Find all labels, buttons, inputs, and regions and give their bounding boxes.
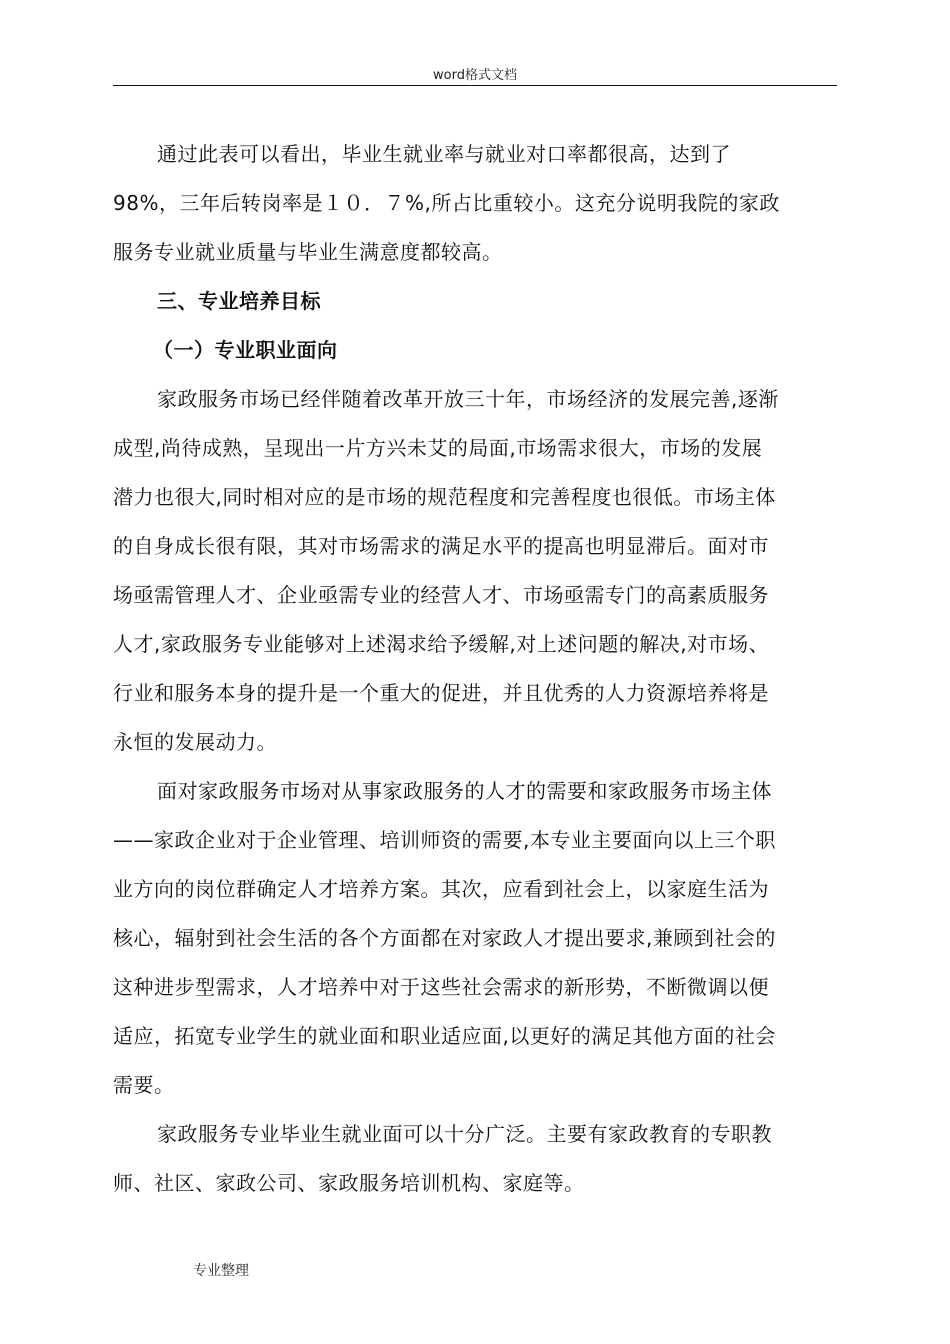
paragraph-line: 98%，三年后转岗率是１０．７%,所占比重较小。这充分说明我院的家政 bbox=[113, 191, 780, 215]
paragraph-line: 家政服务专业毕业生就业面可以十分广泛。主要有家政教育的专职教 bbox=[157, 1122, 772, 1146]
paragraph-line: 人才,家政服务专业能够对上述渴求给予缓解,对上述问题的解决,对市场、 bbox=[113, 632, 770, 656]
paragraph-line: 家政服务市场已经伴随着改革开放三十年，市场经济的发展完善,逐渐 bbox=[157, 387, 779, 411]
paragraph-line: 业方向的岗位群确定人才培养方案。其次，应看到社会上，以家庭生活为 bbox=[113, 877, 769, 901]
document-body bbox=[113, 130, 837, 1208]
paragraph-line: 行业和服务本身的提升是一个重大的促进，并且优秀的人力资源培养将是 bbox=[113, 681, 769, 705]
paragraph-line: 需要。 bbox=[113, 1073, 175, 1097]
paragraph-line: 面对家政服务市场对从事家政服务的人才的需要和家政服务市场主体 bbox=[157, 779, 772, 803]
paragraph-line: 这种进步型需求，人才培养中对于这些社会需求的新形势，不断微调以便 bbox=[113, 975, 769, 999]
paragraph-line: 成型,尚待成熟，呈现出一片方兴未艾的局面,市场需求很大，市场的发展 bbox=[113, 436, 763, 460]
paragraph-line: 潜力也很大,同时相对应的是市场的规范程度和完善程度也很低。市场主体 bbox=[113, 485, 776, 509]
paragraph-line: 场亟需管理人才、企业亟需专业的经营人才、市场亟需专门的高素质服务 bbox=[113, 583, 769, 607]
paragraph-line: 服务专业就业质量与毕业生满意度都较高。 bbox=[113, 240, 503, 264]
page-footer: 专业整理 bbox=[193, 1263, 249, 1279]
header-rule bbox=[113, 85, 837, 86]
paragraph-line: ——家政企业对于企业管理、培训师资的需要,本专业主要面向以上三个职 bbox=[113, 828, 776, 852]
paragraph-line: 师、社区、家政公司、家政服务培训机构、家庭等。 bbox=[113, 1171, 585, 1195]
paragraph-line: 永恒的发展动力。 bbox=[113, 730, 277, 754]
paragraph-line: 适应，拓宽专业学生的就业面和职业适应面,以更好的满足其他方面的社会 bbox=[113, 1024, 776, 1048]
page-header: word格式文档 bbox=[433, 68, 517, 83]
paragraph-line: 的自身成长很有限，其对市场需求的满足水平的提高也明显滞后。面对市 bbox=[113, 534, 769, 558]
paragraph-line: 通过此表可以看出，毕业生就业率与就业对口率都很高，达到了 bbox=[157, 142, 731, 166]
paragraph-line: 核心，辐射到社会生活的各个方面都在对家政人才提出要求,兼顾到社会的 bbox=[113, 926, 776, 950]
section-heading: 三、专业培养目标 bbox=[157, 289, 321, 313]
subsection-heading: （一）专业职业面向 bbox=[153, 338, 338, 362]
